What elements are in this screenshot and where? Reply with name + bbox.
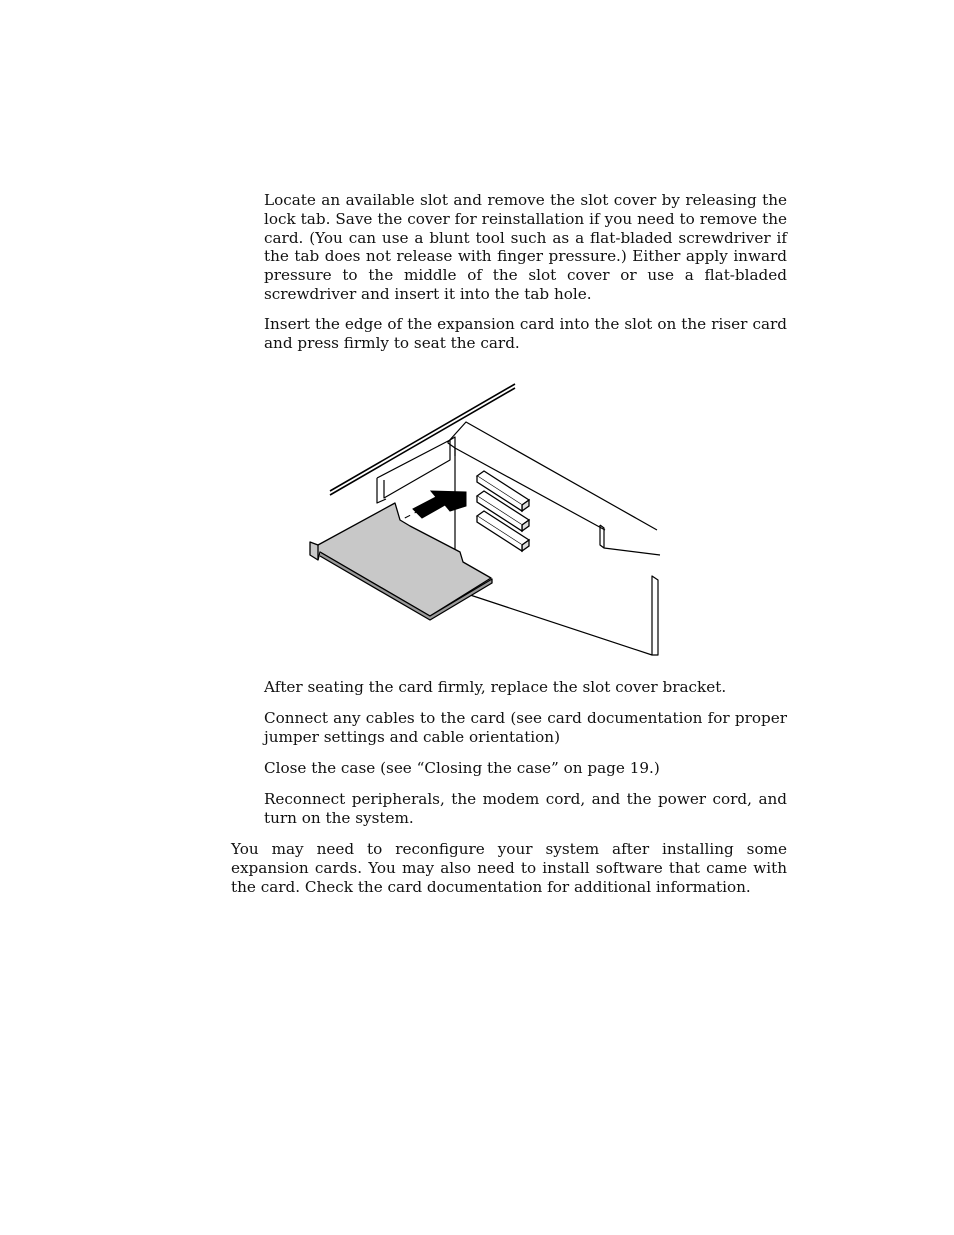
step-locate-slot: Locate an available slot and remove the slot cover by releasing the lock tab. Save the cover for reinstallation if you need to remove the card. (You can use a blunt tool such as a flat-bladed screwdriver if the tab does not release with finger pressure.) Either apply inward pressure to the middle of the slot cover or use a flat-bladed screwdriver and insert it into the tab hole. xyxy=(264,191,787,303)
expansion-card-illustration xyxy=(300,380,670,665)
step-replace-bracket: After seating the card firmly, replace the slot cover bracket. xyxy=(264,678,727,696)
riser-slots xyxy=(477,471,529,551)
step-insert-card: Insert the edge of the expansion card into the slot on the riser card and press firmly to seat the card. xyxy=(264,315,787,352)
step-connect-cables: Connect any cables to the card (see card documentation for proper jumper settings and cable orientation) xyxy=(264,709,787,746)
step-close-case: Close the case (see “Closing the case” on page 19.) xyxy=(264,759,660,777)
expansion-card xyxy=(310,503,492,620)
insert-direction-arrow xyxy=(413,491,466,518)
step-reconnect: Reconnect peripherals, the modem cord, and the power cord, and turn on the system. xyxy=(264,790,787,827)
closing-note: You may need to reconfigure your system after installing some expansion cards. You may also need to install software that came with the card. Check the card documentation for additional information. xyxy=(231,840,787,896)
